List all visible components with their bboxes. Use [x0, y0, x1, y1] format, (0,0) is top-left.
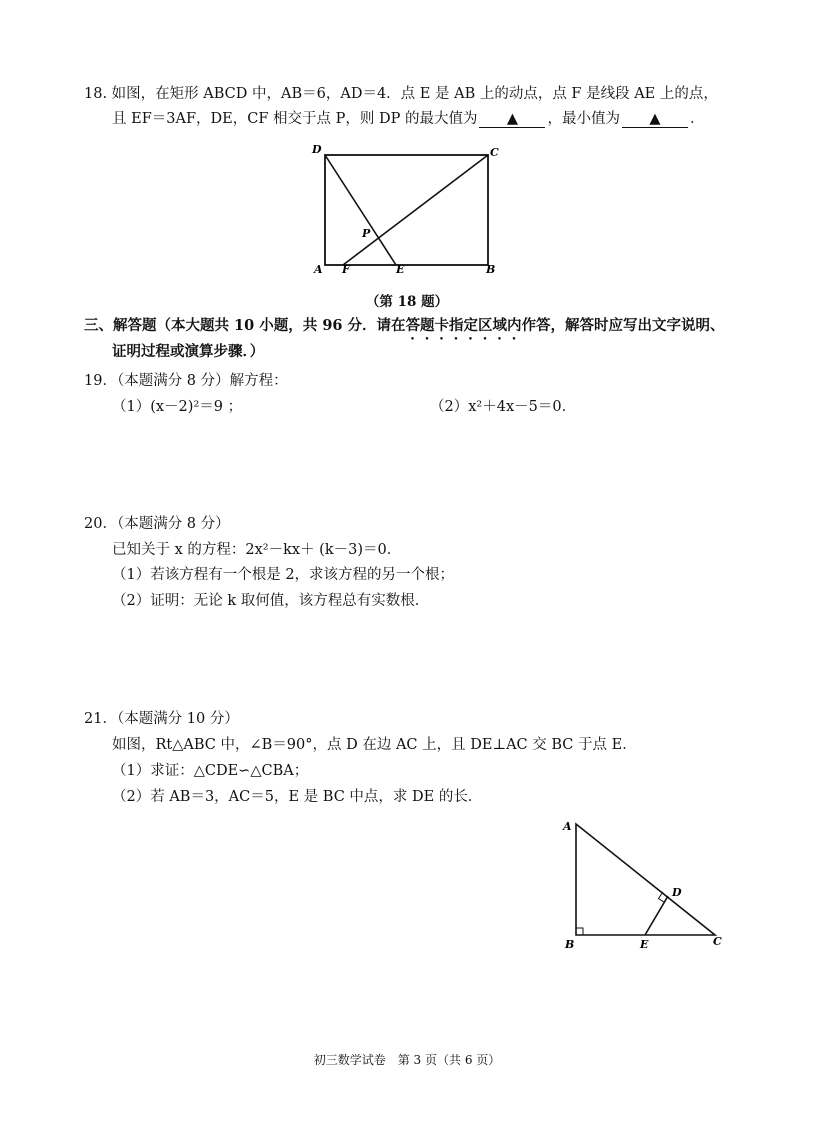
- q18-number: 18.: [84, 86, 108, 102]
- label-p: P: [362, 227, 371, 240]
- label-d: D: [312, 143, 322, 156]
- rectangle-abcd: [325, 155, 488, 265]
- q19-heading: 19．（本题满分 8 分）解方程：: [84, 373, 288, 389]
- section3-suffix: 作答，解答时应写出文字说明、: [521, 317, 725, 334]
- label-c: C: [713, 935, 722, 948]
- q18-text-2c: ．: [689, 111, 705, 127]
- q18-caption: （第 18 题）: [365, 294, 449, 310]
- segment-de: [325, 155, 396, 265]
- q18-figure: [300, 140, 515, 285]
- q20-stem: 已知关于 x 的方程：2x²－kx＋ (k－3)＝0．: [112, 542, 402, 558]
- q21-part1: （1）求证：△CDE∽△CBA；: [112, 763, 309, 779]
- q18-line2: [112, 109, 704, 129]
- q18-text-1: 如图，在矩形 ABCD 中，AB＝6，AD＝4．点 E 是 AB 上的动点，点 F 是线段 AE 上的点，: [111, 86, 718, 102]
- q18-line1: [84, 84, 718, 104]
- q20-part1: （1）若该方程有一个根是 2，求该方程的另一个根；: [112, 567, 455, 583]
- section3-heading-line2: 证明过程或演算步骤．）: [112, 343, 265, 360]
- segment-cf: [343, 155, 488, 265]
- q21-figure: [555, 812, 735, 957]
- label-a: A: [563, 820, 572, 833]
- q21-heading: 21．（本题满分 10 分）: [84, 711, 239, 727]
- q19-part2: （2）x²＋4x－5＝0．: [430, 399, 577, 415]
- label-f: F: [342, 263, 350, 276]
- q18-answer-blank-max[interactable]: ▲: [479, 111, 545, 128]
- label-b: B: [486, 263, 496, 276]
- q21-stem: 如图，Rt△ABC 中，∠B＝90°，点 D 在边 AC 上，且 DE⊥AC 交 BC 于点 E．: [112, 737, 637, 753]
- page-footer: 初三数学试卷 第 3 页（共 6 页）: [313, 1053, 501, 1067]
- label-a: A: [314, 263, 323, 276]
- q21-part2: （2）若 AB＝3，AC＝5，E 是 BC 中点，求 DE 的长．: [112, 789, 483, 805]
- q20-part2: （2）证明：无论 k 取何值，该方程总有实数根．: [112, 593, 430, 609]
- label-d: D: [672, 886, 682, 899]
- right-angle-mark-b: [576, 928, 583, 935]
- q18-text-2b: ，最小值为: [547, 111, 620, 127]
- triangle-abc: [576, 824, 715, 935]
- segment-de: [645, 896, 668, 935]
- label-e: E: [396, 263, 405, 276]
- q18-answer-blank-min[interactable]: ▲: [622, 111, 688, 128]
- q19-part1: （1）(x－2)²＝9 ；: [112, 399, 243, 415]
- label-c: C: [490, 146, 499, 159]
- section3-prefix: 三、解答题（本大题共 10 小题，共 96 分．请在: [84, 317, 406, 334]
- section3-heading-line1: [84, 316, 725, 343]
- q18-text-2a: 且 EF＝3AF，DE，CF 相交于点 P，则 DP 的最大值为: [112, 111, 478, 127]
- label-b: B: [565, 938, 575, 951]
- label-e: E: [640, 938, 649, 951]
- section3-emphasis: 答题卡指定区域内: [405, 317, 522, 334]
- q20-heading: 20．（本题满分 8 分）: [84, 516, 230, 532]
